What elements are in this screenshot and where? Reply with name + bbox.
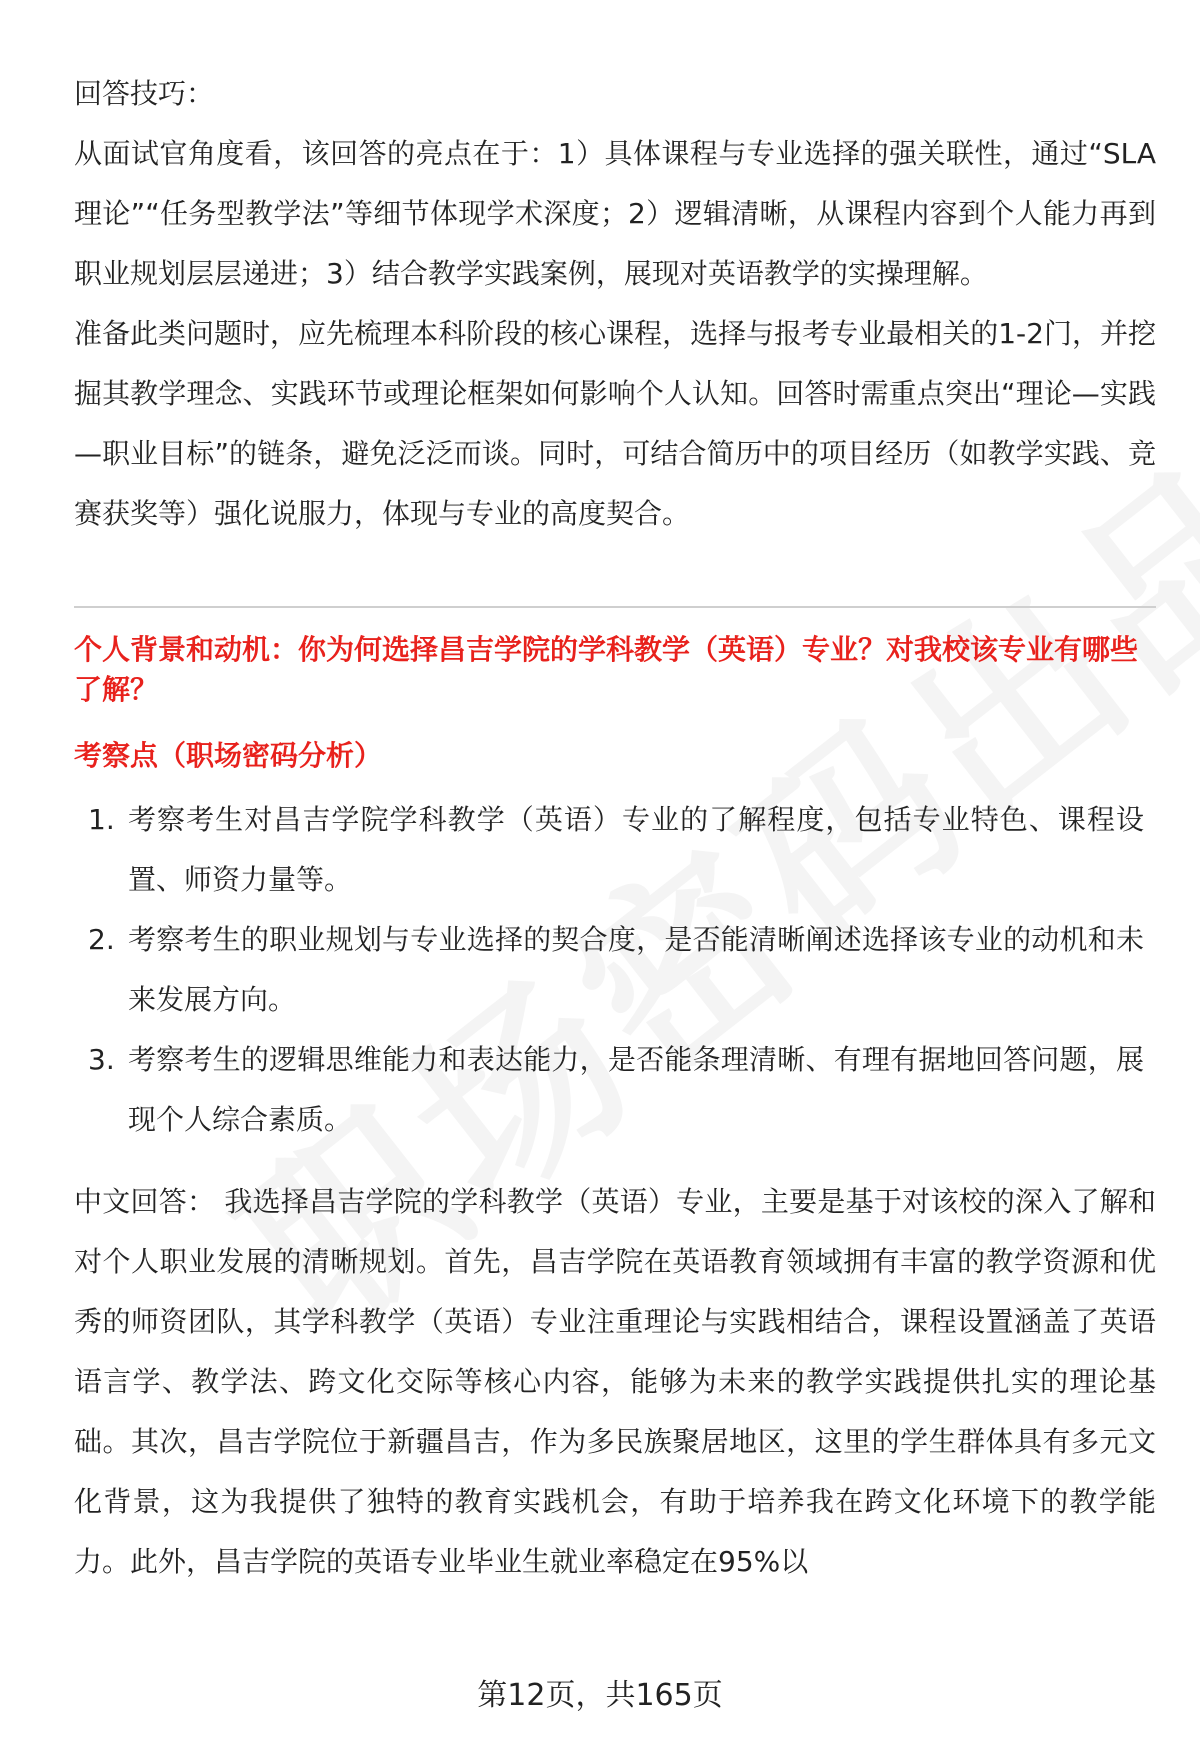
page-number: 第12页，共165页 [477,1678,723,1713]
tip-label: 回答技巧： [74,77,215,110]
assessment-point [74,1030,1156,1150]
document-page [74,64,1156,1592]
tip-paragraph-1: 从面试官角度看，该回答的亮点在于：1）具体课程与专业选择的强关联性，通过“SLA理论”“任务型教学法”等细节体现学术深度；2）逻辑清晰，从课程内容到个人能力再到职业规划层层递进；3）结合教学实践案例，展现对英语教学的实操理解。 [74,137,1156,290]
point-text: 考察考生的逻辑思维能力和表达能力，是否能条理清晰、有理有据地回答问题，展现个人综合素质。 [128,1043,1144,1136]
assessment-points-list [74,790,1156,1150]
point-text: 考察考生对昌吉学院学科教学（英语）专业的了解程度，包括专业特色、课程设置、师资力量等。 [128,803,1144,896]
question-title: 个人背景和动机：你为何选择昌吉学院的学科教学（英语）专业？对我校该专业有哪些了解？ [74,633,1139,706]
assessment-subheading: 考察点（职场密码分析） [74,739,383,772]
section-divider [74,606,1156,608]
chinese-answer: 中文回答： 我选择昌吉学院的学科教学（英语）专业，主要是基于对该校的深入了解和对个人职业发展的清晰规划。首先，昌吉学院在英语教育领域拥有丰富的教学资源和优秀的师资团队，其学科教学（英语）专业注重理论与实践相结合，课程设置涵盖了英语语言学、教学法、跨文化交际等核心内容，能够为未来的教学实践提供扎实的理论基础。其次，昌吉学院位于新疆昌吉，作为多民族聚居地区，这里的学生群体具有多元文化背景，这为我提供了独特的教育实践机会，有助于培养我在跨文化环境下的教学能力。此外，昌吉学院的英语专业毕业生就业率稳定在95%以 [74,1185,1156,1578]
point-number: 1. [88,803,115,836]
tip-paragraph-2: 准备此类问题时，应先梳理本科阶段的核心课程，选择与报考专业最相关的1-2门，并挖掘其教学理念、实践环节或理论框架如何影响个人认知。回答时需重点突出“理论—实践—职业目标”的链条，避免泛泛而谈。同时，可结合简历中的项目经历（如教学实践、竞赛获奖等）强化说服力，体现与专业的高度契合。 [74,317,1156,530]
point-text: 考察考生的职业规划与专业选择的契合度，是否能清晰阐述选择该专业的动机和未来发展方向。 [128,923,1144,1016]
assessment-point [74,790,1156,910]
point-number: 3. [88,1043,115,1076]
point-number: 2. [88,923,115,956]
assessment-point [74,910,1156,1030]
